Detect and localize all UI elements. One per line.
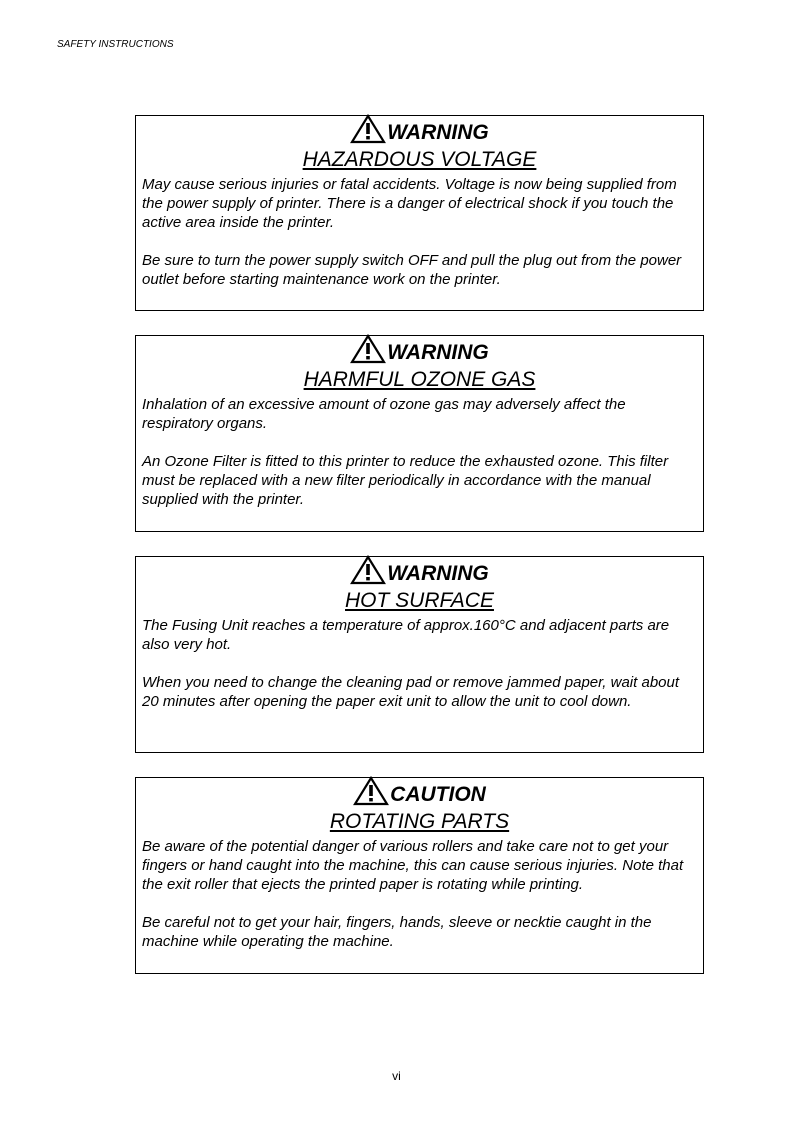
running-header: SAFETY INSTRUCTIONS <box>57 39 174 50</box>
signal-word: CAUTION <box>390 783 486 806</box>
notice-paragraph: When you need to change the cleaning pad or remove jammed paper, wait about 20 minutes after opening the paper exit unit to allow the unit to cool down. <box>142 674 680 710</box>
notice-paragraph: Be aware of the potential danger of various rollers and take care not to get your fingers or hand caught into the machine, this can cause serious injuries. Note that the exit roller that ejects the printed paper is rotating while printing. <box>142 838 684 893</box>
notice-paragraph: An Ozone Filter is fitted to this printer to reduce the exhausted ozone. This filter must be replaced with a new filter periodically in accordance with the manual supplied with the printer. <box>142 453 669 508</box>
notice-paragraph: Be careful not to get your hair, fingers, hands, sleeve or necktie caught in the machine while operating the machine. <box>142 914 652 950</box>
signal-word: WARNING <box>387 341 489 364</box>
notice-paragraph: The Fusing Unit reaches a temperature of approx.160°C and adjacent parts are also very hot. <box>142 617 670 653</box>
warning-triangle-icon <box>350 334 386 364</box>
signal-word: WARNING <box>387 562 489 585</box>
notice-hazardous-voltage <box>135 115 704 311</box>
notice-title: HAZARDOUS VOLTAGE <box>302 148 537 171</box>
notice-heading <box>142 778 697 806</box>
notice-harmful-ozone-gas <box>135 335 704 532</box>
signal-word: WARNING <box>387 121 489 144</box>
warning-triangle-icon <box>350 555 386 585</box>
notice-title: HARMFUL OZONE GAS <box>303 368 536 391</box>
notice-rotating-parts <box>135 777 704 974</box>
notice-heading <box>142 116 697 144</box>
notice-paragraph: May cause serious injuries or fatal accidents. Voltage is now being supplied from the power supply of printer. There is a danger of electrical shock if you touch the active area inside the printer. <box>142 176 677 231</box>
caution-triangle-icon <box>353 776 389 806</box>
notice-title: HOT SURFACE <box>345 589 494 612</box>
page-number: vi <box>392 1069 401 1083</box>
notice-heading <box>142 557 697 585</box>
notice-hot-surface <box>135 556 704 753</box>
warning-triangle-icon <box>350 114 386 144</box>
notice-heading <box>142 336 697 364</box>
notice-paragraph: Be sure to turn the power supply switch OFF and pull the plug out from the power outlet before starting maintenance work on the printer. <box>142 252 682 288</box>
notice-title: ROTATING PARTS <box>329 810 510 833</box>
notice-paragraph: Inhalation of an excessive amount of ozone gas may adversely affect the respiratory organs. <box>142 396 626 432</box>
